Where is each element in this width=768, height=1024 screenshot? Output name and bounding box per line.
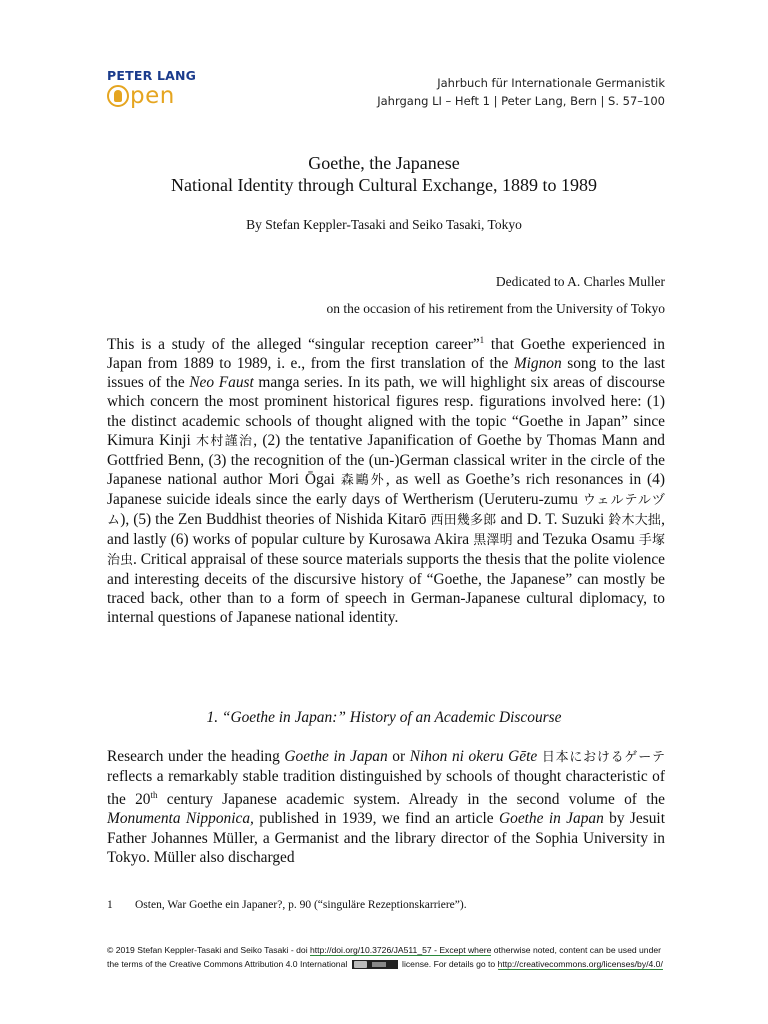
footnote-text: Osten, War Goethe ein Japaner?, p. 90 (“singuläre Rezeptionskarriere”). [135, 899, 467, 911]
abstract-text: manga series. In its path, we will highlight six areas of discourse which concern the most prominent historical figures resp. figurations involved here: (1) the distinct academic schools of thought aligned with the topic “Goethe in Japan” since Kimura Kinji [107, 374, 665, 449]
cjk-name: ウェルテルヅム [107, 492, 665, 528]
abstract-text: , (2) the tentative Japanification of Goethe by Thomas Mann and Gottfried Benn, (3) the recognition of the (un-)German classical writer in the circle of the Japanese national author Mori Ōgai [107, 431, 665, 488]
cjk-name: 手塚治虫 [107, 533, 665, 569]
license-text: license. For details go to [399, 959, 498, 969]
abstract-text: and Tezuka Osamu [512, 531, 639, 549]
ordinal-suffix: th [150, 790, 158, 801]
license-text: the terms of the Creative Commons Attribution 4.0 International [107, 959, 350, 969]
article-title [0, 152, 768, 196]
abstract-text: . Critical appraisal of these source materials supports the thesis that the polite violence and interesting deceits of the discursive history of “Goethe, the Japanese” can mostly be traced back, other than to a form of speech in German-Japanese cultural diplomacy, to internal questions of Japanese national identity. [107, 551, 665, 627]
footnote-ref[interactable]: 1 [479, 335, 485, 345]
abstract-text: song to the last issues of the [107, 355, 665, 392]
body-segment: reflects a remarkably stable tradition distinguished by schools of thought characteristic of the 20 [107, 768, 665, 809]
body-italic: Goethe in Japan [284, 748, 388, 765]
abstract-text: that Goethe experienced in Japan from 1889 to 1989, i. e., from the first translation of the [107, 336, 665, 373]
body-paragraph [107, 747, 665, 867]
journal-info [377, 74, 665, 110]
body-italic: Goethe in Japan [499, 810, 604, 828]
journal-issue: Jahrgang LI – Heft 1 | Peter Lang, Bern | S. 57–100 [377, 94, 665, 108]
license-line-1 [107, 943, 667, 957]
footnote-number: 1 [107, 899, 113, 911]
byline: By Stefan Keppler-Tasaki and Seiko Tasaki, Tokyo [246, 217, 522, 232]
dedication [327, 268, 665, 322]
body-segment: Research under the heading [107, 748, 285, 765]
cjk-name: 黒澤明 [473, 533, 513, 549]
cjk-name: 日本におけるゲーテ [541, 750, 665, 765]
cc-by-badge-icon[interactable] [352, 960, 398, 969]
abstract-text: ), (5) the Zen Buddhist theories of Nishida Kitarō [120, 510, 431, 528]
abstract-italic: Mignon [513, 355, 562, 373]
abstract-text: and D. T. Suzuki [496, 510, 609, 528]
journal-title: Jahrbuch für Internationale Germanistik [437, 76, 665, 90]
abstract-text: , and lastly (6) works of popular culture by Kurosawa Akira [107, 510, 665, 549]
cjk-name: 木村謹治 [196, 433, 254, 449]
logo-open-mark [107, 82, 175, 110]
body-italic: Nihon ni okeru Gēte [409, 748, 538, 765]
license-notice [107, 943, 667, 971]
doi-link[interactable]: http://doi.org/10.3726/JA511_57 - Except where [310, 945, 492, 955]
dedication-line-2: on the occasion of his retirement from the University of Tokyo [326, 301, 665, 316]
body-italic: Monumenta Nipponica, [107, 810, 254, 828]
cjk-name: 森鷗外 [340, 472, 386, 488]
abstract-italic: Neo Faust [189, 374, 254, 392]
abstract-text: , as well as Goethe’s rich resonances in (4) Japanese suicide ideals since the early days of Wertherism (Ueruteru-zumu [107, 470, 665, 508]
cc-license-link[interactable]: http://creativecommons.org/licenses/by/4.0/ [497, 959, 663, 969]
body-segment: century Japanese academic system. Already in the second volume of the [157, 791, 665, 809]
abstract-paragraph [107, 331, 665, 628]
body-text [107, 747, 665, 867]
title-line-2: National Identity through Cultural Exchange, 1889 to 1989 [171, 175, 597, 195]
abstract-text: This is a study of the alleged “singular reception career” [107, 336, 480, 354]
body-segment: by Jesuit Father Johannes Müller, a Germanist and the library director of the Sophia University in Tokyo. Müller also discharged [107, 810, 665, 866]
dedication-line-1: Dedicated to A. Charles Muller [495, 274, 665, 289]
section-heading: 1. “Goethe in Japan:” History of an Academic Discourse [206, 709, 562, 726]
publisher-logo [107, 68, 207, 112]
abstract [107, 331, 665, 628]
footnote [107, 899, 467, 911]
cjk-name: 西田幾多郎 [430, 512, 497, 528]
license-text: © 2019 Stefan Keppler-Tasaki and Seiko Tasaki - doi [107, 945, 310, 955]
body-segment: published in 1939, we find an article [253, 810, 500, 828]
cjk-name: 鈴木大拙 [608, 512, 662, 528]
license-line-2 [107, 957, 667, 971]
body-segment: or [387, 748, 410, 765]
logo-peter-lang-text: PETER LANG [107, 68, 197, 83]
license-text: otherwise noted, content can be used under [491, 945, 661, 955]
open-o-icon [107, 85, 129, 107]
logo-open-text: pen [130, 82, 175, 109]
title-line-1: Goethe, the Japanese [308, 153, 460, 173]
